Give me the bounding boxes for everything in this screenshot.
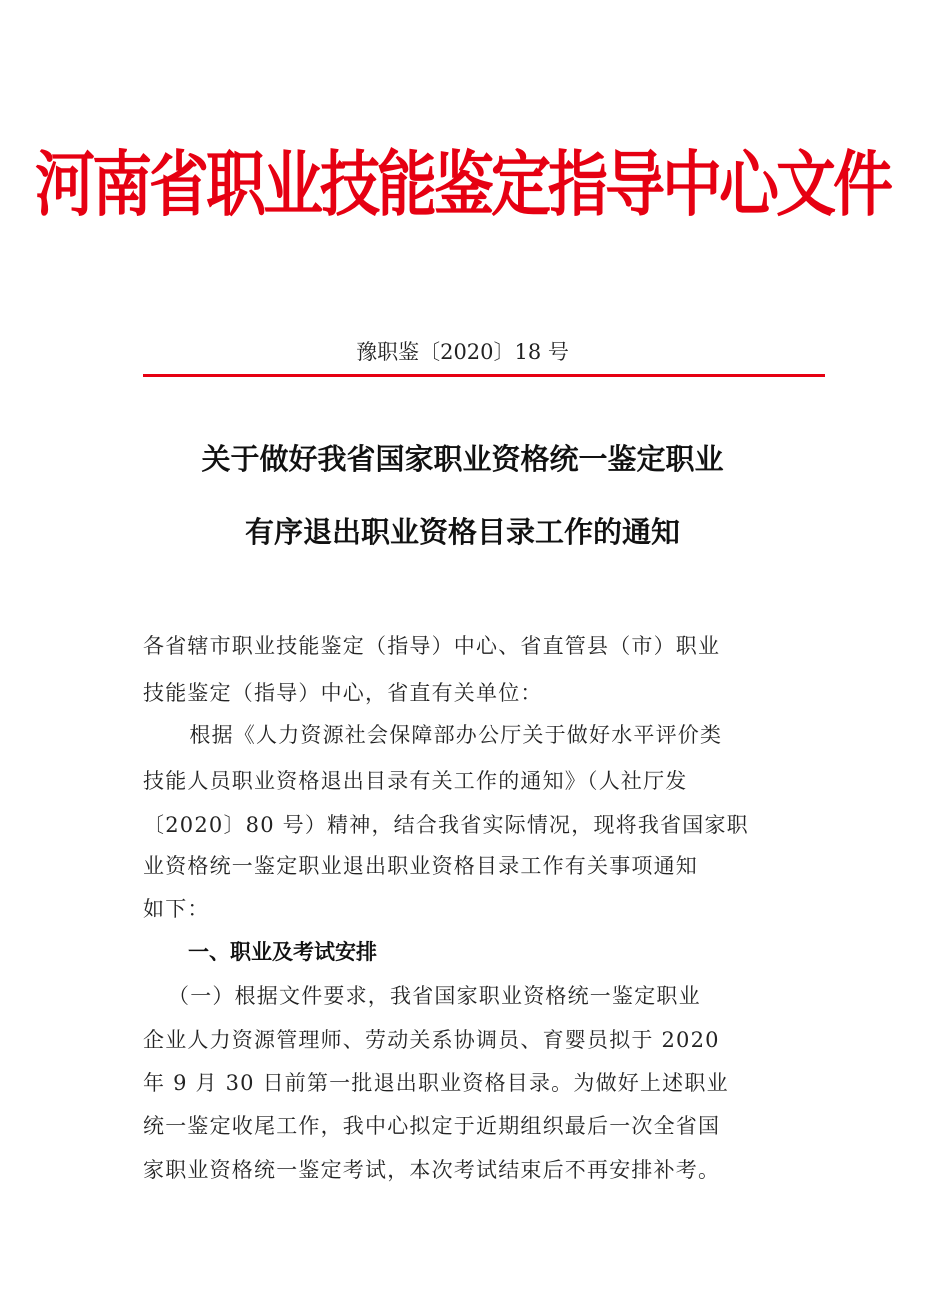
body-line: 年 9 月 30 日前第一批退出职业资格目录。为做好上述职业 xyxy=(143,1071,729,1095)
section-heading: 一、职业及考试安排 xyxy=(188,940,377,964)
body-line: 根据《人力资源社会保障部办公厅关于做好水平评价类 xyxy=(145,723,723,747)
red-divider-line xyxy=(143,374,825,377)
body-line: 统一鉴定收尾工作，我中心拟定于近期组织最后一次全省国 xyxy=(143,1114,721,1138)
body-line: 如下： xyxy=(143,897,210,921)
notice-title-line-1: 关于做好我省国家职业资格统一鉴定职业 xyxy=(201,442,724,476)
body-line: 家职业资格统一鉴定考试，本次考试结束后不再安排补考。 xyxy=(143,1158,721,1182)
body-line: 企业人力资源管理师、劳动关系协调员、育婴员拟于 2020 xyxy=(143,1028,720,1052)
body-line: 技能人员职业资格退出目录有关工作的通知》（人社厅发 xyxy=(143,769,688,793)
issuing-authority-title: 河南省职业技能鉴定指导中心文件 xyxy=(35,144,890,227)
document-number: 豫职鉴〔2020〕18 号 xyxy=(356,340,569,364)
body-line: 各省辖市职业技能鉴定（指导）中心、省直管县（市）职业 xyxy=(143,634,721,658)
body-line: 业资格统一鉴定职业退出职业资格目录工作有关事项通知 xyxy=(143,854,698,878)
body-line: 技能鉴定（指导）中心，省直有关单位： xyxy=(143,681,543,705)
body-line: 〔2020〕80 号）精神，结合我省实际情况，现将我省国家职 xyxy=(143,813,749,837)
body-line: （一）根据文件要求，我省国家职业资格统一鉴定职业 xyxy=(168,984,701,1008)
notice-title-line-2: 有序退出职业资格目录工作的通知 xyxy=(244,515,680,549)
